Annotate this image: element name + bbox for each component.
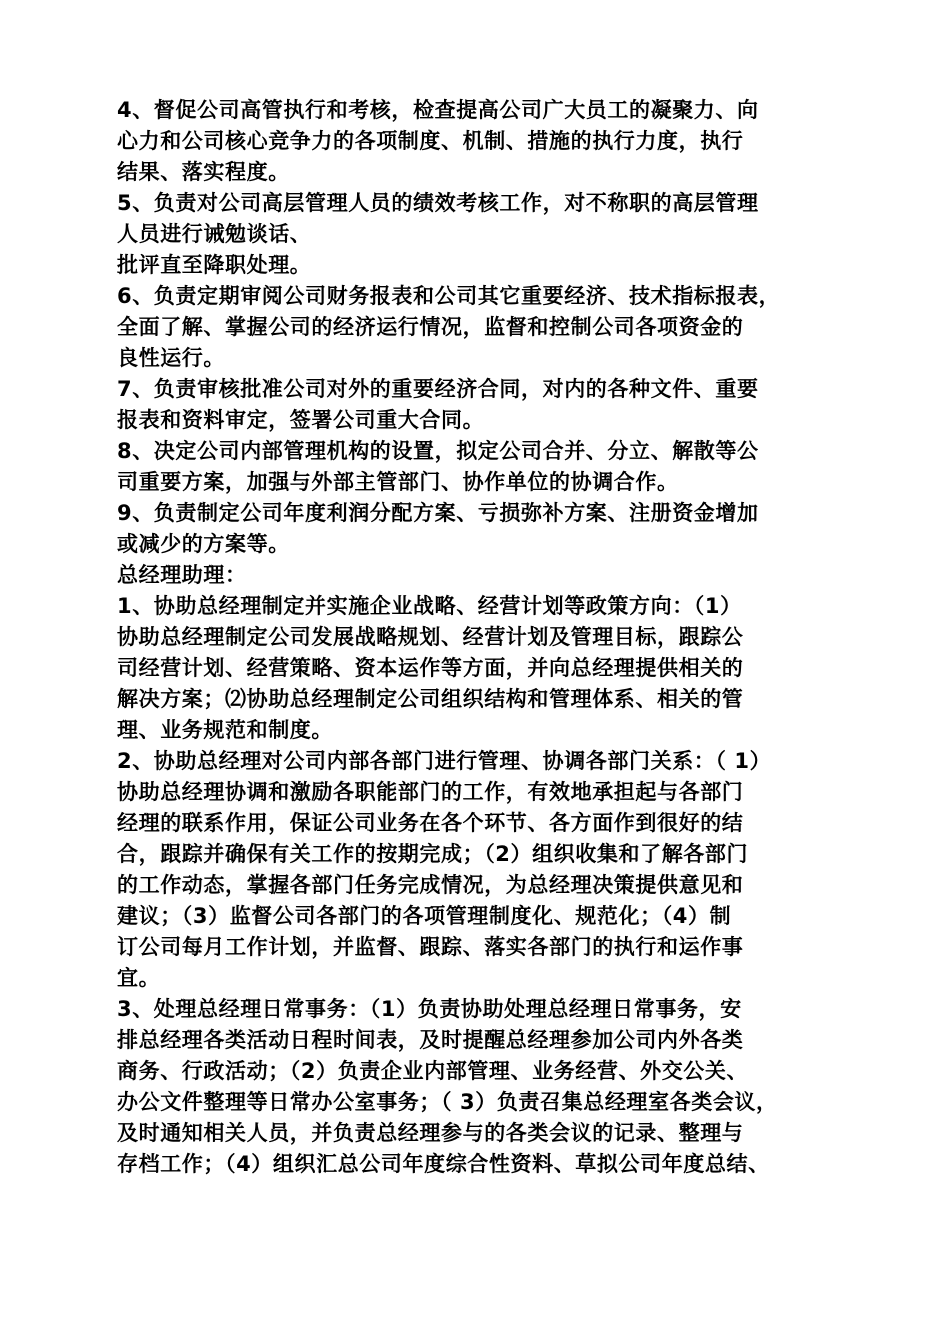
text-line: 4、督促公司高管执行和考核，检查提高公司广大员工的凝聚力、向: [117, 98, 759, 122]
text-line: 3、处理总经理日常事务：（1）负责协助处理总经理日常事务，安: [117, 997, 742, 1021]
text-line: 心力和公司核心竞争力的各项制度、机制、措施的执行力度，执行: [117, 129, 744, 153]
text-line: 协助总经理制定公司发展战略规划、经营计划及管理目标，跟踪公: [117, 625, 744, 649]
text-line: 良性运行。: [117, 346, 225, 370]
text-line: 协助总经理协调和激励各职能部门的工作，有效地承担起与各部门: [117, 780, 744, 804]
text-line: 解决方案；⑵协助总经理制定公司组织结构和管理体系、相关的管: [117, 687, 744, 711]
text-line: 司经营计划、经营策略、资本运作等方面，并向总经理提供相关的: [117, 656, 744, 680]
section-heading: 总经理助理：: [117, 563, 247, 587]
text-line: 司重要方案，加强与外部主管部门、协作单位的协调合作。: [117, 470, 679, 494]
text-line: 宜。: [117, 966, 161, 990]
text-line: 7、负责审核批准公司对外的重要经济合同，对内的各种文件、重要: [117, 377, 759, 401]
text-line: 商务、行政活动；（2）负责企业内部管理、业务经营、外交公关、: [117, 1059, 749, 1083]
text-line: 排总经理各类活动日程时间表，及时提醒总经理参加公司内外各类: [117, 1028, 744, 1052]
text-line: 人员进行诫勉谈话、: [117, 222, 312, 246]
text-line: 报表和资料审定，签署公司重大合同。: [117, 408, 485, 432]
text-line: 5、负责对公司高层管理人员的绩效考核工作，对不称职的高层管理: [117, 191, 759, 215]
text-line: 存档工作；（4）组织汇总公司年度综合性资料、草拟公司年度总结、: [117, 1152, 770, 1176]
text-line: 或减少的方案等。: [117, 532, 290, 556]
text-line: 1、协助总经理制定并实施企业战略、经营计划等政策方向：（1）: [117, 594, 742, 618]
text-line: 经理的联系作用，保证公司业务在各个环节、各方面作到很好的结: [117, 811, 744, 835]
text-line: 批评直至降职处理。: [117, 253, 312, 277]
text-line: 订公司每月工作计划，并监督、跟踪、落实各部门的执行和运作事: [117, 935, 744, 959]
text-line: 9、负责制定公司年度利润分配方案、亏损弥补方案、注册资金增加: [117, 501, 759, 525]
text-line: 8、决定公司内部管理机构的设置，拟定公司合并、分立、解散等公: [117, 439, 759, 463]
text-line: 及时通知相关人员，并负责总经理参与的各类会议的记录、整理与: [117, 1121, 744, 1145]
text-line: 的工作动态，掌握各部门任务完成情况，为总经理决策提供意见和: [117, 873, 744, 897]
text-line: 合，跟踪并确保有关工作的按期完成；（2）组织收集和了解各部门: [117, 842, 749, 866]
text-line: 全面了解、掌握公司的经济运行情况，监督和控制公司各项资金的: [117, 315, 744, 339]
text-line: 建议；（3）监督公司各部门的各项管理制度化、规范化；（4）制: [117, 904, 732, 928]
text-line: 办公文件整理等日常办公室事务；（ 3）负责召集总经理室各类会议，: [117, 1090, 778, 1114]
text-line: 6、负责定期审阅公司财务报表和公司其它重要经济、技术指标报表，: [117, 284, 781, 308]
text-line: 理、业务规范和制度。: [117, 718, 333, 742]
text-line: 2、协助总经理对公司内部各部门进行管理、协调各部门关系：（ 1）: [117, 749, 772, 773]
text-line: 结果、落实程度。: [117, 160, 290, 184]
